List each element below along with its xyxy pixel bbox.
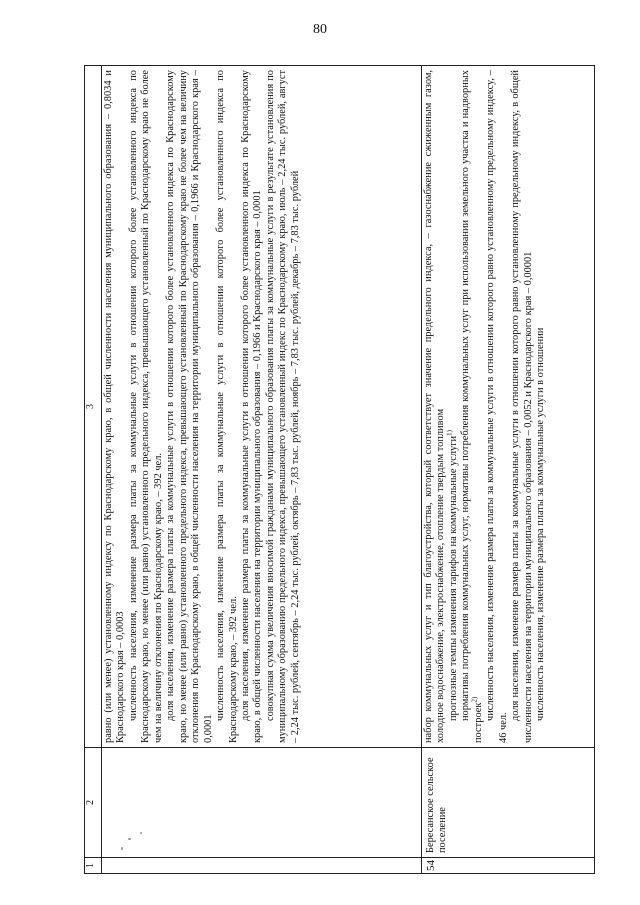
page-number: 80 <box>313 22 327 37</box>
paragraph: набор коммунальных услуг и тип благоустройства, который соответствует значение предельного индекса, – газоснабжение сжиженным газом, холодное водоснабжение, электроснабжение, отопление твердым топливом <box>423 70 447 743</box>
header-col-1: 1 <box>85 858 102 874</box>
paragraph: доля населения, изменение размера платы за коммунальные услуги в отношении которого равно установленному предельному индексу, в общей численности населения на территории муниципального образования – 0,0052 и Краснодарского края – 0,00001 <box>510 70 534 743</box>
table-row <box>102 66 422 874</box>
paragraph: доля населения, изменение размера платы за коммунальные услуги в отношении которого более установленного индекса по Краснодарскому краю, в общей численности населения на территории муниципального образования – 0,1966 и Краснодарского края – 0,0001 <box>239 70 264 743</box>
settlement-name <box>102 748 422 858</box>
footnote-ref: 1) <box>445 430 454 436</box>
footnote-ref: 2) <box>470 696 479 703</box>
paragraph-text: нормативы потребления коммунальных услуг, нормативы потребления коммунальных услуг при использовании земельного участка и надворных построек <box>460 70 484 743</box>
description-cell <box>102 66 422 748</box>
data-table <box>84 65 595 874</box>
description-cell <box>422 66 595 748</box>
table-container <box>84 66 585 874</box>
header-col-2: 2 <box>85 748 102 858</box>
row-number: 54 <box>422 858 595 874</box>
paragraph: численность населения, изменение размера платы за коммунальные услуги в отношении которого равно установленному предельному индексу, – 46 чел. <box>485 70 509 743</box>
scan-speck <box>140 832 142 834</box>
paragraph: совокупная сумма увеличения вносимой гражданами муниципального образования платы за коммунальные услуги в результате установления по муниципальному образованию предельного индекса, превышающего установленный индекс по Краснодарскому краю, июль – 2,24 тыс. рублей, август – 2,24 тыс. рублей, сентябрь – 2,24 тыс. рублей, октябрь – 7,83 тыс. рублей, ноябрь – 7,83 тыс. рублей, декабрь – 7,83 тыс. рублей <box>264 70 301 743</box>
paragraph: равно (или менее) установленному индексу по Краснодарскому краю, в общей численности населения муниципального образования – 0,8034 и Краснодарского края – 0,0003 <box>103 70 127 743</box>
paragraph <box>460 70 485 743</box>
rotated-table-frame <box>84 66 585 874</box>
paragraph-text: прогнозные темпы изменения тарифов на коммунальные услуги <box>447 435 459 721</box>
paragraph: доля населения, изменение размера платы за коммунальные услуги в отношении которого более установленного индекса по Краснодарскому краю, но менее (или равно) установленного предельного индекса, превышающего установленный по Краснодарскому краю не более чем на величину отклонения по Краснодарскому краю, в общей численности населения на территории муниципального образования – 0,1966 и Краснодарского края – 0,0001 <box>165 70 214 743</box>
row-number <box>102 858 422 874</box>
scan-speck <box>121 847 123 850</box>
paragraph: численность населения, изменение размера платы за коммунальные услуги в отношении которого более установленного индекса по Краснодарскому краю, но менее (или равно) установленного предельного индекса, превышающего установленный по Краснодарскому краю не более чем на величину отклонения по Краснодарскому краю, – 392 чел. <box>127 70 164 743</box>
table-header-row <box>85 66 102 874</box>
settlement-name: Бересанское сельское поселение <box>422 748 595 858</box>
header-col-3: 3 <box>85 66 102 748</box>
scan-speck <box>128 838 131 840</box>
table-row <box>422 66 595 874</box>
paragraph: численность населения, изменение размера платы за коммунальные услуги в отношении <box>535 327 547 721</box>
paragraph: численность населения, изменение размера платы за коммунальные услуги в отношении которого более установленного индекса по Краснодарскому краю, – 392 чел. <box>215 70 239 743</box>
paragraph <box>445 70 460 743</box>
